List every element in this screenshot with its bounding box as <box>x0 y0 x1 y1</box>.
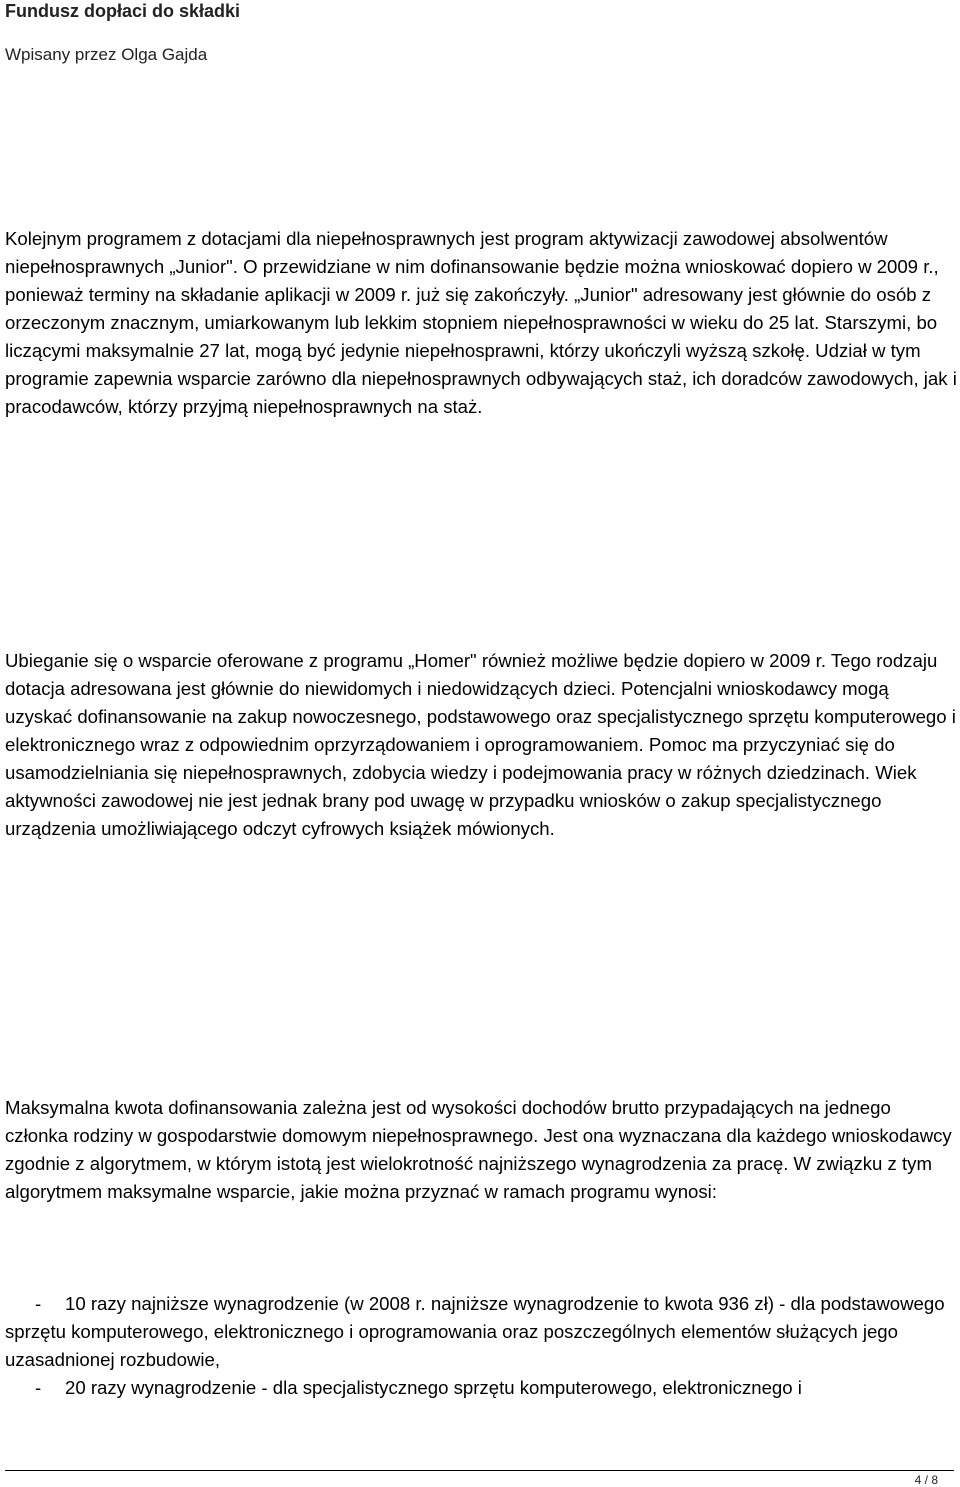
page-header <box>5 0 955 65</box>
list-marker: - <box>35 1293 42 1314</box>
page-footer <box>5 1470 954 1487</box>
list-item <box>5 1374 957 1402</box>
page-number: 4 / 8 <box>914 1473 938 1487</box>
paragraph-junior-program: Kolejnym programem z dotacjami dla niepełnosprawnych jest program aktywizacji zawodowej absolwentów niepełnosprawnych „Junior". O przewidziane w nim dofinansowanie będzie można wnioskować dopiero w 2009 r., ponieważ terminy na składanie aplikacji w 2009 r. już się zakończyły. „Junior" adresowany jest głównie do osób z orzeczonym znacznym, umiarkowanym lub lekkim stopniem niepełnosprawności w wieku do 25 lat. Starszymi, bo liczącymi maksymalnie 27 lat, mogą być jedynie niepełnosprawni, którzy ukończyli wyższą szkołę. Udział w tym programie zapewnia wsparcie zarówno dla niepełnosprawnych odbywających staż, ich doradców zawodowych, jak i pracodawców, którzy przyjmą niepełnosprawnych na staż. <box>5 228 957 417</box>
list-marker: - <box>35 1377 42 1398</box>
funding-limits-list <box>5 1290 957 1402</box>
list-item-text: 20 razy wynagrodzenie - dla specjalistycznego sprzętu komputerowego, elektronicznego i <box>65 1377 802 1398</box>
document-title: Fundusz dopłaci do składki <box>5 1 241 21</box>
paragraph-max-funding: Maksymalna kwota dofinansowania zależna jest od wysokości dochodów brutto przypadających na jednego członka rodziny w gospodarstwie domowym niepełnosprawnego. Jest ona wyznaczana dla każdego wnioskodawcy zgodnie z algorytmem, w którym istotą jest wielokrotność najniższego wynagrodzenia za pracę. W związku z tym algorytmem maksymalne wsparcie, jakie można przyznać w ramach programu wynosi: <box>5 1097 952 1202</box>
document-author: Wpisany przez Olga Gajda <box>5 45 208 64</box>
paragraph-homer-program: Ubieganie się o wsparcie oferowane z programu „Homer" również możliwe będzie dopiero w 2009 r. Tego rodzaju dotacja adresowana jest głównie do niewidomych i niedowidzących dzieci. Potencjalni wnioskodawcy mogą uzyskać dofinansowanie na zakup nowoczesnego, podstawowego oraz specjalistycznego sprzętu komputerowego i elektronicznego wraz z odpowiednim oprzyrządowaniem i oprogramowaniem. Pomoc ma przyczyniać się do usamodzielniania się niepełnosprawnych, zdobycia wiedzy i podejmowania pracy w różnych dziedzinach. Wiek aktywności zawodowej nie jest jednak brany pod uwagę w przypadku wniosków o zakup specjalistycznego urządzenia umożliwiającego odczyt cyfrowych książek mówionych. <box>5 650 956 839</box>
list-item-text: 10 razy najniższe wynagrodzenie (w 2008 r. najniższe wynagrodzenie to kwota 936 zł) - dla podstawowego sprzętu komputerowego, elektronicznego i oprogramowania oraz poszczególnych elementów służących jego uzasadnionej rozbudowie, <box>5 1293 945 1370</box>
list-item <box>5 1290 957 1374</box>
